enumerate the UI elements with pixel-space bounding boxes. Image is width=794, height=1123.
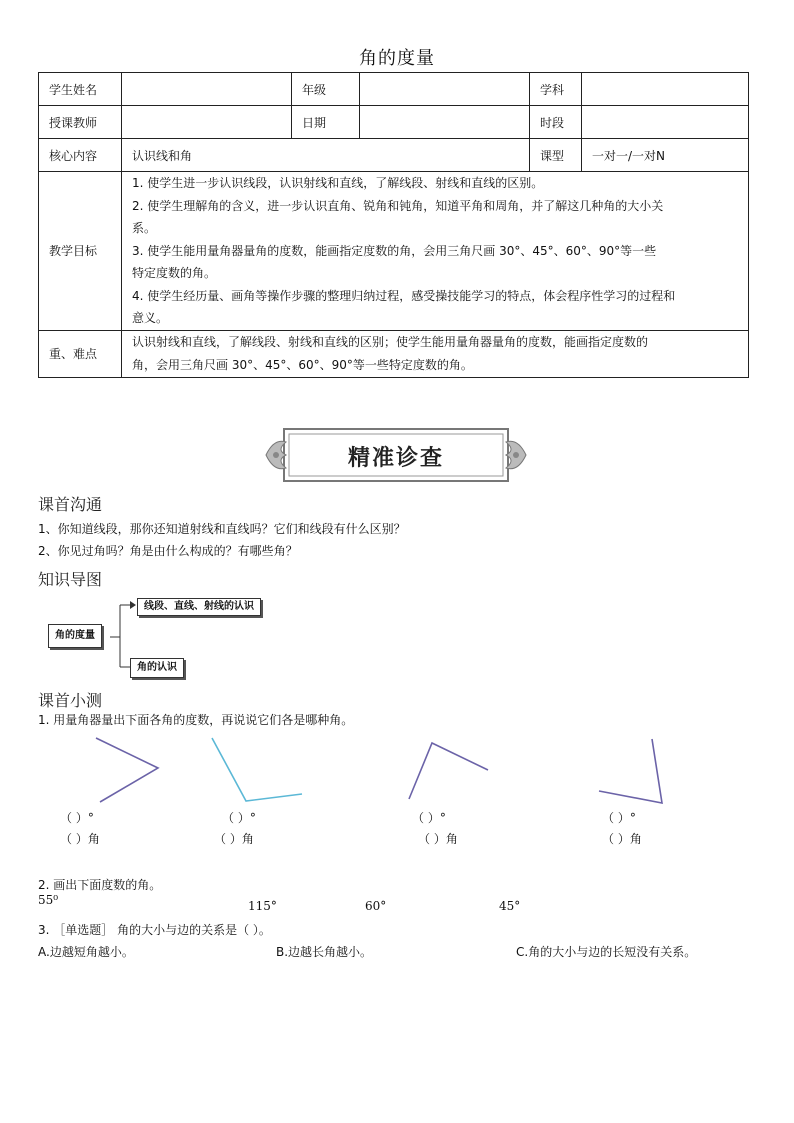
banner-title: 精准诊查: [347, 445, 444, 471]
lesson-info-table: [38, 72, 749, 378]
goal-line: 特定度数的角。: [132, 266, 217, 280]
heading-pre-class-talk: 课首沟通: [38, 495, 103, 514]
section-banner: [262, 424, 530, 486]
heading-pre-class-quiz: 课首小测: [38, 691, 103, 710]
key-points-text: [122, 330, 749, 377]
key-line: 认识射线和直线，了解线段、射线和直线的区别；使学生能用量角器量角的度数，能画指定度数的: [132, 334, 649, 349]
lesson-type-value: 一对一/一对N: [582, 139, 749, 172]
key-points-label: 重、难点: [39, 330, 122, 377]
goals-text: [122, 172, 749, 331]
angle-type-blank[interactable]: （ ）角: [214, 832, 254, 846]
quiz-question-2: 2. 画出下面度数的角。: [38, 878, 162, 892]
student-name-label: 学生姓名: [39, 73, 122, 106]
question-line: 2、你见过角吗？角是由什么构成的？有哪些角？: [38, 544, 298, 558]
date-label: 日期: [292, 106, 360, 139]
degree-blank[interactable]: （ ）°: [60, 811, 94, 825]
angle-figure: [96, 738, 158, 802]
angle-type-blank[interactable]: （ ）角: [418, 832, 458, 846]
grade-value[interactable]: [360, 73, 530, 106]
period-label: 时段: [530, 106, 582, 139]
degree-blank[interactable]: （ ）°: [412, 811, 446, 825]
angle-to-draw: 45°: [499, 899, 521, 913]
period-value[interactable]: [582, 106, 749, 139]
degree-blank[interactable]: （ ）°: [602, 811, 636, 825]
quiz-question-1: 1. 用量角器量出下面各角的度数，再说说它们各是哪种角。: [38, 713, 354, 727]
goal-line: 意义。: [132, 311, 169, 325]
teacher-label: 授课教师: [39, 106, 122, 139]
goal-line: 1. 使学生进一步认识线段，认识射线和直线，了解线段、射线和直线的区别。: [132, 176, 544, 190]
lesson-type-label: 课型: [530, 139, 582, 172]
quiz-question-3: 3. ［单选题］ 角的大小与边的关系是（ ）。: [38, 923, 271, 937]
mind-map-branch: 角的认识: [130, 658, 184, 678]
key-line: 角，会用三角尺画 30°、45°、60°、90°等一些特定度数的角。: [132, 357, 473, 372]
core-content-value: 认识线和角: [122, 139, 530, 172]
goal-line: 系。: [132, 221, 157, 235]
goals-label: 教学目标: [39, 172, 122, 331]
core-content-label: 核心内容: [39, 139, 122, 172]
option-a[interactable]: A.边越短角越小。: [38, 945, 134, 959]
goal-line: 2. 使学生理解角的含义，进一步认识直角、锐角和钝角，知道平角和周角，并了解这几种角的大小关: [132, 198, 664, 213]
mind-map-branch: 线段、直线、射线的认识: [137, 598, 261, 616]
angle-to-draw: 55⁰: [38, 893, 59, 907]
angle-figures: [0, 730, 794, 810]
angle-figure: [599, 739, 662, 803]
angle-figure: [212, 738, 302, 801]
grade-label: 年级: [292, 73, 360, 106]
angle-type-blank[interactable]: （ ）角: [60, 832, 100, 846]
date-value[interactable]: [360, 106, 530, 139]
subject-label: 学科: [530, 73, 582, 106]
mind-map-root: 角的度量: [48, 624, 102, 648]
degree-blank[interactable]: （ ）°: [222, 811, 256, 825]
goal-line: 3. 使学生能用量角器量角的度数，能画指定度数的角，会用三角尺画 30°、45°、60°、90°等一些: [132, 243, 657, 258]
angle-to-draw: 115°: [248, 899, 277, 913]
student-name-value[interactable]: [122, 73, 292, 106]
page-title: 角的度量: [359, 48, 435, 69]
teacher-value[interactable]: [122, 106, 292, 139]
angle-figure: [409, 743, 488, 799]
option-b[interactable]: B.边越长角越小。: [276, 945, 373, 959]
question-line: 1、你知道线段，那你还知道射线和直线吗？它们和线段有什么区别？: [38, 522, 406, 536]
goal-line: 4. 使学生经历量、画角等操作步骤的整理归纳过程，感受操技能学习的特点，体会程序性学习的过程和: [132, 288, 676, 303]
angle-type-blank[interactable]: （ ）角: [602, 832, 642, 846]
angle-to-draw: 60°: [365, 899, 387, 913]
option-c[interactable]: C.角的大小与边的长短没有关系。: [516, 945, 697, 959]
heading-knowledge-map: 知识导图: [38, 570, 103, 589]
subject-value[interactable]: [582, 73, 749, 106]
